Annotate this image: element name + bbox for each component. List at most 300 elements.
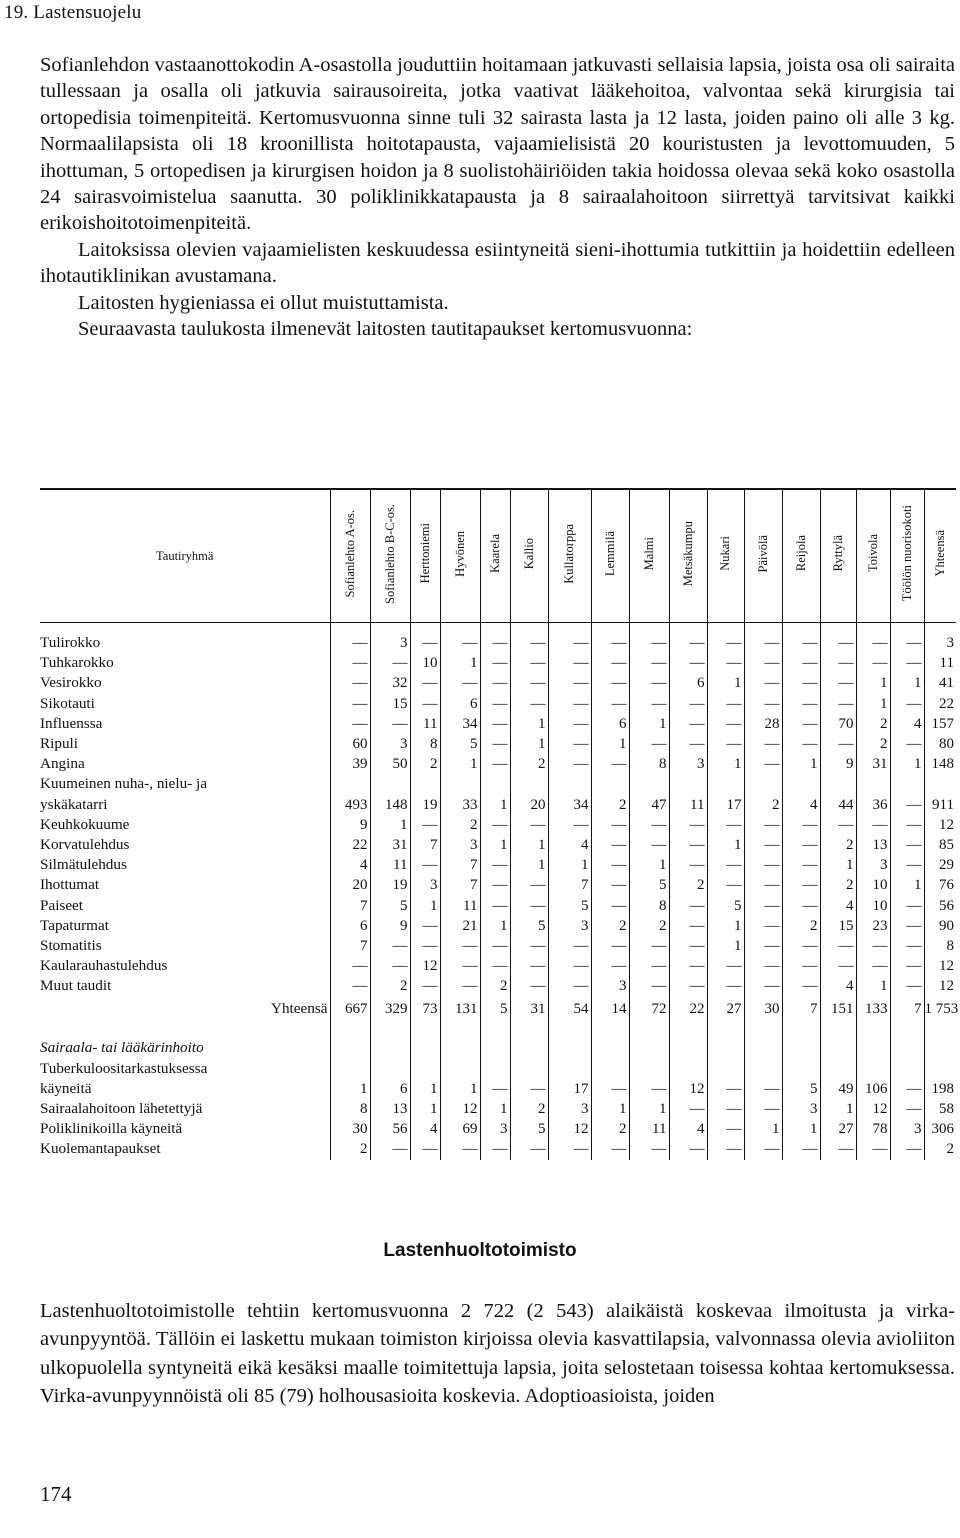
- table-cell: —: [744, 694, 782, 714]
- table-cell: —: [707, 1079, 744, 1099]
- table-cell: 1: [410, 1099, 440, 1119]
- table-cell: —: [669, 653, 707, 673]
- table-cell: 1: [440, 653, 480, 673]
- table-cell: —: [707, 714, 744, 734]
- table-cell: —: [782, 815, 820, 835]
- table-cell: —: [480, 1139, 510, 1159]
- table-cell: 1: [820, 855, 856, 875]
- row-label: Kaularauhastulehdus: [40, 957, 168, 975]
- table-cell: 85: [924, 835, 956, 855]
- table-cell: —: [548, 1139, 591, 1159]
- table-cell: —: [330, 956, 370, 976]
- table-cell: 4: [330, 855, 370, 875]
- table-cell: 17: [548, 1079, 591, 1099]
- row-label: Angina: [40, 755, 85, 773]
- table-cell: 4: [782, 795, 820, 815]
- table-cell: —: [480, 875, 510, 895]
- table-cell: —: [548, 694, 591, 714]
- table-cell: 13: [856, 835, 890, 855]
- table-cell: 1: [548, 855, 591, 875]
- outro-text: [40, 1297, 955, 1411]
- table-cell: —: [510, 815, 548, 835]
- table-cell: 1: [480, 835, 510, 855]
- table-cell: [820, 1059, 856, 1079]
- table-cell: —: [782, 936, 820, 956]
- table-cell: —: [782, 895, 820, 915]
- table-cell: —: [820, 633, 856, 653]
- table-cell: 1: [410, 895, 440, 915]
- table-cell: —: [669, 855, 707, 875]
- table-cell: —: [548, 734, 591, 754]
- table-cell: 2: [330, 1139, 370, 1159]
- table-cell: —: [856, 633, 890, 653]
- table-cell: —: [744, 653, 782, 673]
- table-cell: —: [669, 734, 707, 754]
- table-cell: —: [782, 714, 820, 734]
- table-cell: —: [591, 855, 629, 875]
- table-cell: —: [410, 976, 440, 996]
- table-cell: 7: [890, 996, 924, 1022]
- row-label: Sairaalahoitoon lähetettyjä: [40, 1100, 203, 1118]
- column-header-label: Kallio: [521, 537, 536, 570]
- table-cell: —: [707, 734, 744, 754]
- column-header-label: Ryttylä: [830, 535, 845, 572]
- table-cell: —: [548, 633, 591, 653]
- table-row: [40, 815, 956, 835]
- table-row: [40, 855, 956, 875]
- table-cell: 4: [548, 835, 591, 855]
- table-cell: [890, 1059, 924, 1079]
- table-cell: —: [480, 895, 510, 915]
- table-cell: —: [629, 673, 669, 693]
- table-cell: 148: [924, 754, 956, 774]
- row-label: Muut taudit: [40, 977, 112, 995]
- table-cell: 78: [856, 1119, 890, 1139]
- column-header-label: Metsäkumpu: [680, 520, 695, 587]
- table-cell: 3: [548, 916, 591, 936]
- column-header-label: Toivola: [865, 534, 880, 573]
- table-cell: —: [669, 895, 707, 915]
- row-label: Kuumeinen nuha-, nielu- ja: [40, 775, 208, 793]
- table-cell: 76: [924, 875, 956, 895]
- table-cell: —: [480, 1079, 510, 1099]
- table-cell: —: [410, 855, 440, 875]
- table-cell: —: [707, 875, 744, 895]
- table-cell: —: [591, 653, 629, 673]
- row-label: Tulirokko: [40, 634, 101, 652]
- table-cell: 1: [744, 1119, 782, 1139]
- table-cell: 3: [480, 1119, 510, 1139]
- table-cell: 8: [330, 1099, 370, 1119]
- table-cell: 8: [410, 734, 440, 754]
- table-cell: [744, 774, 782, 794]
- column-header: [782, 489, 820, 623]
- table-cell: [480, 774, 510, 794]
- table-cell: 148: [370, 795, 410, 815]
- table-cell: 2: [510, 1099, 548, 1119]
- table-cell: —: [629, 1079, 669, 1099]
- row-label: Yhteensä: [270, 1000, 328, 1018]
- table-cell: 1: [856, 976, 890, 996]
- table-cell: —: [744, 673, 782, 693]
- table-cell: 15: [820, 916, 856, 936]
- table-cell: 31: [856, 754, 890, 774]
- table-cell: —: [890, 835, 924, 855]
- table-row: [40, 996, 956, 1022]
- table-row: [40, 633, 956, 653]
- table-cell: [707, 1059, 744, 1079]
- row-label: Sikotauti: [40, 694, 95, 712]
- table-cell: —: [744, 734, 782, 754]
- table-cell: —: [410, 673, 440, 693]
- column-header: [330, 489, 370, 623]
- table-cell: —: [707, 1139, 744, 1159]
- table-cell: 13: [370, 1099, 410, 1119]
- table-cell: 17: [707, 795, 744, 815]
- table-cell: 34: [548, 795, 591, 815]
- table-cell: —: [820, 815, 856, 835]
- table-cell: —: [782, 976, 820, 996]
- table-cell: —: [890, 1099, 924, 1119]
- table-row: [40, 653, 956, 673]
- table-cell: 10: [856, 875, 890, 895]
- table-cell: 12: [856, 1099, 890, 1119]
- table-cell: 27: [820, 1119, 856, 1139]
- table-cell: —: [669, 815, 707, 835]
- table-cell: 3: [440, 835, 480, 855]
- table-cell: 80: [924, 734, 956, 754]
- table-row: [40, 774, 956, 794]
- table-cell: [856, 774, 890, 794]
- table-cell: 3: [410, 875, 440, 895]
- table-cell: 1: [782, 754, 820, 774]
- table-cell: 106: [856, 1079, 890, 1099]
- table-cell: —: [820, 734, 856, 754]
- table-cell: 2: [510, 754, 548, 774]
- table-cell: —: [707, 815, 744, 835]
- intro-text: [40, 52, 955, 342]
- table-cell: 3: [669, 754, 707, 774]
- table-cell: —: [744, 1139, 782, 1159]
- table-cell: 69: [440, 1119, 480, 1139]
- table-cell: 329: [370, 996, 410, 1022]
- table-cell: —: [782, 673, 820, 693]
- table-cell: —: [744, 835, 782, 855]
- table-cell: 2: [410, 754, 440, 774]
- table-cell: 3: [591, 976, 629, 996]
- table-cell: 2: [591, 916, 629, 936]
- row-label: Stomatitis: [40, 936, 102, 954]
- table-row: [40, 976, 956, 996]
- table-cell: —: [510, 1139, 548, 1159]
- table-cell: 32: [370, 673, 410, 693]
- table-cell: —: [890, 653, 924, 673]
- table-cell: —: [629, 936, 669, 956]
- table-cell: 29: [924, 855, 956, 875]
- table-cell: 1: [510, 714, 548, 734]
- row-label: käyneitä: [40, 1079, 92, 1097]
- table-cell: 12: [924, 956, 956, 976]
- table-row: [40, 875, 956, 895]
- table-cell: 4: [820, 976, 856, 996]
- table-cell: 10: [410, 653, 440, 673]
- section-heading-row: [40, 1038, 956, 1058]
- table-cell: —: [480, 936, 510, 956]
- table-cell: —: [856, 815, 890, 835]
- table-cell: 1: [440, 754, 480, 774]
- table-cell: [629, 1059, 669, 1079]
- table-cell: 2: [856, 714, 890, 734]
- table-cell: —: [410, 815, 440, 835]
- table-cell: 19: [370, 875, 410, 895]
- section-heading: Sairaala- tai lääkärinhoito: [40, 1039, 204, 1057]
- table-cell: —: [782, 875, 820, 895]
- table-cell: —: [629, 1139, 669, 1159]
- table-cell: —: [480, 714, 510, 734]
- table-cell: 14: [591, 996, 629, 1022]
- table-cell: —: [890, 976, 924, 996]
- table-cell: [370, 774, 410, 794]
- table-cell: 9: [370, 916, 410, 936]
- table-cell: 19: [410, 795, 440, 815]
- column-header-label: Sofianlehto B-C-os.: [382, 503, 397, 604]
- table-cell: —: [744, 976, 782, 996]
- table-cell: 11: [629, 1119, 669, 1139]
- table-cell: 22: [924, 694, 956, 714]
- table-cell: —: [707, 694, 744, 714]
- table-cell: 30: [330, 1119, 370, 1139]
- table-cell: [410, 1059, 440, 1079]
- table-cell: 151: [820, 996, 856, 1022]
- table-cell: 39: [330, 754, 370, 774]
- table-cell: —: [890, 956, 924, 976]
- table-cell: [510, 774, 548, 794]
- column-header-label: Malmi: [641, 536, 656, 571]
- table-cell: —: [548, 653, 591, 673]
- table-cell: 2: [669, 875, 707, 895]
- column-header: [707, 489, 744, 623]
- table-cell: —: [410, 936, 440, 956]
- table-cell: 1: [707, 916, 744, 936]
- table-cell: [669, 1059, 707, 1079]
- table-cell: 22: [669, 996, 707, 1022]
- table-cell: —: [707, 855, 744, 875]
- column-header: [410, 489, 440, 623]
- table-cell: —: [669, 714, 707, 734]
- row-label: Silmätulehdus: [40, 856, 127, 874]
- table-cell: 11: [370, 855, 410, 875]
- column-header: [370, 489, 410, 623]
- table-cell: 1: [480, 916, 510, 936]
- table-cell: —: [591, 633, 629, 653]
- table-cell: —: [440, 956, 480, 976]
- table-cell: [548, 774, 591, 794]
- table-cell: [591, 774, 629, 794]
- table-cell: —: [629, 633, 669, 653]
- table-cell: 4: [410, 1119, 440, 1139]
- table-cell: —: [820, 653, 856, 673]
- table-cell: 1: [820, 1099, 856, 1119]
- table-cell: —: [629, 694, 669, 714]
- table-cell: —: [707, 956, 744, 976]
- table-cell: 2: [370, 976, 410, 996]
- table-cell: 1: [707, 835, 744, 855]
- table-cell: —: [370, 653, 410, 673]
- table-cell: 31: [370, 835, 410, 855]
- table-cell: —: [440, 633, 480, 653]
- table-cell: —: [744, 875, 782, 895]
- table-cell: —: [629, 976, 669, 996]
- table-cell: 27: [707, 996, 744, 1022]
- column-header: [548, 489, 591, 623]
- table-cell: —: [480, 734, 510, 754]
- table-cell: 1: [510, 855, 548, 875]
- table-cell: 1: [510, 734, 548, 754]
- table-cell: [330, 1059, 370, 1079]
- table-cell: [890, 774, 924, 794]
- table-row: [40, 1059, 956, 1079]
- table-cell: 2: [629, 916, 669, 936]
- table-cell: 4: [890, 714, 924, 734]
- table-cell: 5: [440, 734, 480, 754]
- table-cell: —: [440, 936, 480, 956]
- table-cell: [591, 1059, 629, 1079]
- table-cell: —: [410, 694, 440, 714]
- table-cell: 12: [410, 956, 440, 976]
- table-cell: —: [744, 1099, 782, 1119]
- table-cell: 1: [890, 754, 924, 774]
- column-header-label: Nukari: [718, 536, 732, 571]
- table-cell: —: [890, 795, 924, 815]
- table-row: [40, 916, 956, 936]
- table-cell: 72: [629, 996, 669, 1022]
- table-cell: —: [548, 956, 591, 976]
- table-cell: 1: [370, 815, 410, 835]
- table-cell: —: [890, 916, 924, 936]
- table-cell: —: [782, 653, 820, 673]
- table-cell: 5: [480, 996, 510, 1022]
- table-cell: 1: [890, 673, 924, 693]
- table-cell: 1: [629, 714, 669, 734]
- table-cell: —: [548, 754, 591, 774]
- table-cell: —: [629, 956, 669, 976]
- table-cell: —: [510, 976, 548, 996]
- table-cell: 1: [782, 1119, 820, 1139]
- table-cell: [629, 774, 669, 794]
- row-label: Ihottumat: [40, 876, 100, 894]
- table-cell: —: [330, 633, 370, 653]
- table-row: [40, 734, 956, 754]
- table-cell: —: [591, 1139, 629, 1159]
- table-cell: —: [370, 936, 410, 956]
- table-cell: —: [480, 956, 510, 976]
- table-cell: 54: [548, 996, 591, 1022]
- table-cell: 3: [548, 1099, 591, 1119]
- column-header-label: Reijola: [793, 535, 808, 572]
- table-cell: 2: [591, 1119, 629, 1139]
- table-cell: —: [591, 1079, 629, 1099]
- table-cell: 7: [410, 835, 440, 855]
- table-cell: [782, 1059, 820, 1079]
- table-cell: 3: [924, 633, 956, 653]
- column-header: [669, 489, 707, 623]
- table-cell: 5: [370, 895, 410, 915]
- table-cell: 6: [669, 673, 707, 693]
- table-cell: [707, 774, 744, 794]
- row-label: yskäkatarri: [40, 795, 108, 813]
- table-cell: —: [820, 936, 856, 956]
- table-cell: —: [744, 1079, 782, 1099]
- table-cell: —: [669, 916, 707, 936]
- table-cell: —: [782, 694, 820, 714]
- intro-paragraph: Sofianlehdon vastaanottokodin A-osastolla jouduttiin hoitamaan jatkuvasti sellaisia lapsia, joista osa oli sairaita tullessaan ja osalla oli jatkuvia sairausoireita, jotka vaativat lääkehoitoa, valvontaa sekä kirurgisia tai ortopedisia toimenpiteitä. Kertomusvuonna sinne tuli 32 sairasta lasta ja 12 lasta, joiden paino oli alle 3 kg. Normaalilapsista oli 18 kroonillista hoitotapausta, vajaamielisistä 20 kouristusten ja levottomuuden, 5 ihottuman, 5 ortopedisen ja kirurgisen hoidon ja 8 suolistohäiriöiden takia hoidossa olevaa sekä koko osastolla 24 sairasvoimistelua saanutta. 30 poliklinikkatapausta ja 8 sairaalahoitoon siirrettyä tarvitsivat kaikki erikoishoitotoimenpiteitä.: [40, 54, 955, 235]
- table-cell: 9: [330, 815, 370, 835]
- table-cell: 23: [856, 916, 890, 936]
- row-label: Tuberkuloositarkastuksessa: [40, 1059, 208, 1077]
- table-cell: 12: [548, 1119, 591, 1139]
- table-cell: —: [707, 976, 744, 996]
- row-label: Paiseet: [40, 896, 84, 914]
- table-cell: —: [591, 835, 629, 855]
- intro-paragraph: Seuraavasta taulukosta ilmenevät laitosten tautitapaukset kertomusvuonna:: [78, 318, 693, 341]
- table-row: [40, 694, 956, 714]
- table-cell: —: [480, 673, 510, 693]
- column-header-label: Sofianlehto A-os.: [342, 509, 357, 598]
- table-cell: —: [330, 976, 370, 996]
- table-cell: 1: [480, 1099, 510, 1119]
- table-cell: —: [669, 835, 707, 855]
- table-cell: 12: [924, 976, 956, 996]
- table-cell: —: [744, 916, 782, 936]
- table-cell: 1: [856, 694, 890, 714]
- table-cell: 20: [510, 795, 548, 815]
- table-cell: 198: [924, 1079, 956, 1099]
- table-cell: 28: [744, 714, 782, 734]
- column-header: [924, 489, 956, 623]
- table-cell: [924, 774, 956, 794]
- column-header: [820, 489, 856, 623]
- disease-table: [40, 488, 959, 1160]
- row-label: Kuolemantapaukset: [40, 1140, 161, 1158]
- table-cell: 3: [890, 1119, 924, 1139]
- table-cell: 5: [510, 1119, 548, 1139]
- table-cell: —: [591, 936, 629, 956]
- table-cell: 1: [629, 1099, 669, 1119]
- table-cell: [782, 774, 820, 794]
- table-cell: —: [707, 1119, 744, 1139]
- table-cell: —: [669, 633, 707, 653]
- table-cell: 133: [856, 996, 890, 1022]
- table-cell: —: [548, 976, 591, 996]
- row-label: Influenssa: [40, 714, 103, 732]
- table-cell: —: [744, 855, 782, 875]
- table-cell: —: [890, 1079, 924, 1099]
- table-cell: 12: [440, 1099, 480, 1119]
- table-cell: —: [480, 754, 510, 774]
- table-cell: 21: [440, 916, 480, 936]
- table-cell: —: [629, 653, 669, 673]
- table-cell: 7: [440, 855, 480, 875]
- column-header-label: Töölön nuorisokoti: [899, 505, 914, 602]
- table-cell: 1: [707, 936, 744, 956]
- table-cell: —: [480, 694, 510, 714]
- table-cell: —: [510, 936, 548, 956]
- table-cell: —: [890, 895, 924, 915]
- row-label: Vesirokko: [40, 674, 102, 692]
- table-cell: [669, 774, 707, 794]
- table-cell: 11: [440, 895, 480, 915]
- table-cell: —: [744, 956, 782, 976]
